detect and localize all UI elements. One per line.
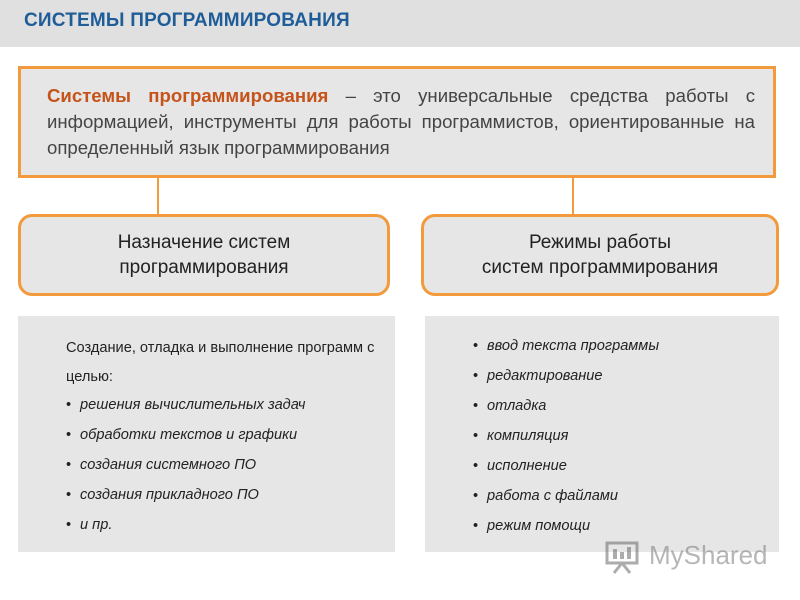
modes-category-line1: Режимы работы [528, 232, 672, 253]
list-item: • режим помощи [473, 511, 659, 541]
slide-title: СИСТЕМЫ ПРОГРАММИРОВАНИЯ [24, 10, 350, 31]
header-bar [0, 0, 800, 47]
list-item: • отладка [473, 391, 659, 421]
list-item: • создания системного ПО [66, 450, 305, 480]
list-item: • создания прикладного ПО [66, 480, 305, 510]
list-item: • решения вычислительных задач [66, 390, 305, 420]
list-item: • обработки текстов и графики [66, 420, 305, 450]
purpose-category-box [18, 214, 390, 296]
modes-panel [425, 316, 779, 552]
purpose-category-line1: Назначение систем [117, 232, 291, 253]
watermark-text: MyShared [649, 540, 768, 570]
list-item: • работа с файлами [473, 481, 659, 511]
definition-box [18, 66, 776, 178]
list-item: • редактирование [473, 361, 659, 391]
purpose-intro: Создание, отладка и выполнение программ с целью: [66, 340, 375, 385]
modes-list [473, 331, 659, 541]
presentation-board-icon [605, 540, 641, 574]
purpose-panel [18, 316, 395, 552]
definition-term: Системы программирования [47, 85, 329, 106]
definition-text [47, 83, 755, 161]
purpose-category-line2: программирования [119, 257, 289, 278]
list-item: • ввод текста программы [473, 331, 659, 361]
connector-right [572, 178, 574, 214]
definition-body: – это универсальные средства работы с информацией, инструменты для работы программистов, ориентированные на определенный язык программирования [47, 85, 755, 158]
purpose-list [66, 390, 305, 540]
list-item: • и пр. [66, 510, 305, 540]
watermark-logo [605, 538, 775, 574]
modes-category-line2: систем программирования [481, 257, 719, 278]
modes-category-box [421, 214, 779, 296]
connector-left [157, 178, 159, 214]
list-item: • исполнение [473, 451, 659, 481]
list-item: • компиляция [473, 421, 659, 451]
